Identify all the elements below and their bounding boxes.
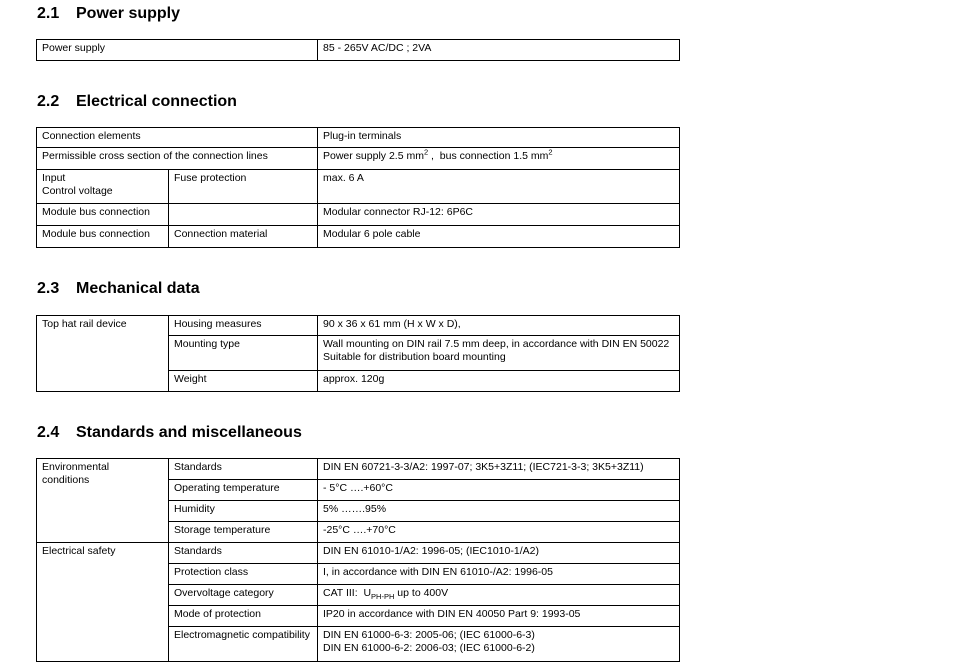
section-heading-electrical-connection (37, 93, 237, 111)
table-cell-value: Modular 6 pole cable (318, 226, 680, 248)
superscript: 2 (548, 147, 553, 157)
table-row (37, 226, 680, 248)
emc-line-1: DIN EN 61000-6-3: 2005-06; (IEC 61000-6-3) (323, 629, 535, 641)
table-cell-sublabel: Standards (169, 543, 318, 564)
control-voltage-label: Control voltage (42, 185, 113, 197)
table-row (37, 459, 680, 480)
env-label-line-1: Environmental (42, 461, 110, 473)
table-cell-sublabel: Housing measures (169, 316, 318, 336)
table-cell-value: -25°C ….+70°C (318, 522, 680, 543)
section-title: Power supply (76, 5, 181, 22)
table-cell-label (37, 459, 169, 543)
table-cell-value: DIN EN 60721-3-3/A2: 1997-07; 3K5+3Z11; (IEC721-3-3; 3K5+3Z11) (318, 459, 680, 480)
section-number: 2.1 (37, 5, 60, 22)
table-cell-label: Power supply (37, 40, 318, 61)
standards-table (36, 458, 680, 662)
section-title: Electrical connection (76, 93, 237, 110)
table-cell-sublabel: Weight (169, 371, 318, 392)
table-cell-sublabel: Humidity (169, 501, 318, 522)
table-cell-value: I, in accordance with DIN EN 61010-/A2: 1996-05 (318, 564, 680, 585)
section-number: 2.4 (37, 424, 60, 441)
table-cell-value: 90 x 36 x 61 mm (H x W x D), (318, 316, 680, 336)
table-cell-sublabel: Storage temperature (169, 522, 318, 543)
env-label-line-2: conditions (42, 474, 90, 486)
power-supply-table (36, 39, 680, 61)
cross-section-bus: , bus connection 1.5 mm (428, 150, 549, 162)
table-cell-sublabel: Operating temperature (169, 480, 318, 501)
table-cell-value: max. 6 A (318, 170, 680, 204)
table-row (37, 128, 680, 148)
overvoltage-suffix: up to 400V (394, 587, 449, 599)
table-cell-sublabel (169, 204, 318, 226)
superscript: 2 (423, 147, 429, 157)
table-cell-sublabel: Overvoltage category (169, 585, 318, 606)
table-row (37, 543, 680, 564)
table-cell-value: 5% …….95% (318, 501, 680, 522)
table-cell-label: Connection elements (37, 128, 318, 148)
section-number: 2.2 (37, 93, 60, 110)
table-cell-sublabel: Mounting type (169, 336, 318, 371)
electrical-connection-table (36, 127, 680, 248)
subscript: PH-PH (371, 592, 395, 602)
mounting-line-2: Suitable for distribution board mounting (323, 351, 506, 363)
mounting-line-1: Wall mounting on DIN rail 7.5 mm deep, in accordance with DIN EN 50022 (323, 338, 670, 350)
table-row (37, 40, 680, 61)
section-number: 2.3 (37, 280, 60, 297)
table-cell-label: Electrical safety (37, 543, 169, 662)
mechanical-data-table (36, 315, 680, 392)
table-cell-value: IP20 in accordance with DIN EN 40050 Part 9: 1993-05 (318, 606, 680, 627)
table-cell-value: - 5°C ….+60°C (318, 480, 680, 501)
table-cell-sublabel: Fuse protection (169, 170, 318, 204)
table-cell-sublabel: Mode of protection (169, 606, 318, 627)
table-cell-sublabel: Standards (169, 459, 318, 480)
section-heading-power-supply (37, 5, 180, 23)
cross-section-power: Power supply 2.5 mm (323, 150, 424, 162)
table-row (37, 316, 680, 336)
table-cell-value (318, 585, 680, 606)
table-cell-value: approx. 120g (318, 371, 680, 392)
table-row (37, 148, 680, 170)
table-cell-value (318, 627, 680, 662)
table-cell-sublabel: Protection class (169, 564, 318, 585)
emc-line-2: DIN EN 61000-6-2: 2006-03; (IEC 61000-6-2) (323, 642, 535, 654)
section-title: Standards and miscellaneous (76, 424, 302, 441)
table-cell-label: Top hat rail device (37, 316, 169, 392)
table-cell-value (318, 148, 680, 170)
table-cell-value: Modular connector RJ-12: 6P6C (318, 204, 680, 226)
table-row (37, 170, 680, 204)
table-cell-sublabel: Electromagnetic compatibility (169, 627, 318, 662)
section-heading-standards (37, 424, 302, 442)
overvoltage-prefix: CAT III: U (323, 587, 372, 599)
section-title: Mechanical data (76, 280, 200, 297)
table-cell-label: Module bus connection (37, 226, 169, 248)
table-row (37, 204, 680, 226)
table-cell-label: Permissible cross section of the connection lines (37, 148, 318, 170)
input-label: Input (42, 172, 66, 184)
table-cell-label: Module bus connection (37, 204, 169, 226)
table-cell-value: 85 - 265V AC/DC ; 2VA (318, 40, 680, 61)
section-heading-mechanical-data (37, 280, 200, 298)
table-cell-value: DIN EN 61010-1/A2: 1996-05; (IEC1010-1/A2) (318, 543, 680, 564)
table-cell-value (318, 336, 680, 371)
table-cell-value: Plug-in terminals (318, 128, 680, 148)
table-cell-label (37, 170, 169, 204)
table-cell-sublabel: Connection material (169, 226, 318, 248)
